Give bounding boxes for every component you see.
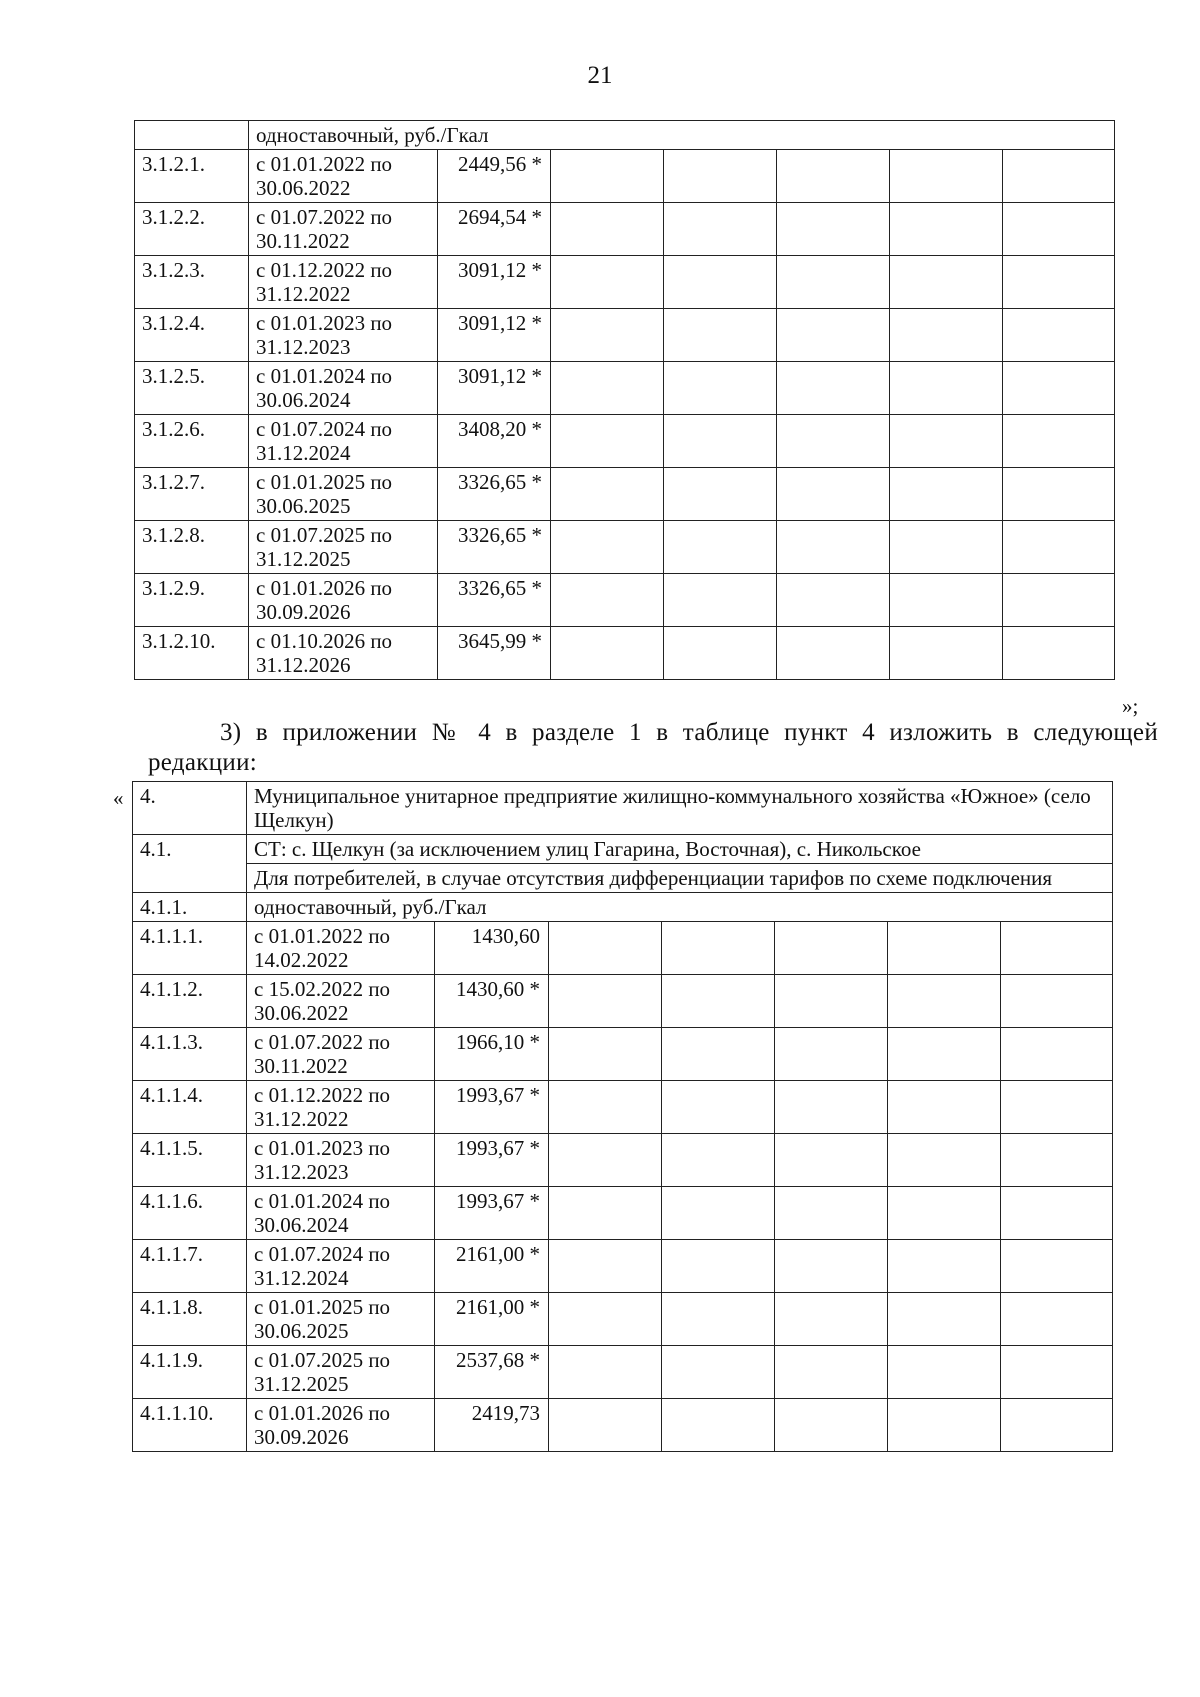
table-row: [133, 1187, 1113, 1240]
table-cell-empty: [888, 1240, 1001, 1293]
table-cell-empty: [1001, 1187, 1113, 1240]
table-cell-empty: [549, 1293, 662, 1346]
table-cell-empty: [551, 150, 664, 203]
table-row: [135, 203, 1115, 256]
table-cell-empty: [1003, 627, 1115, 680]
period-start: с 01.01.2024 по: [256, 364, 393, 388]
tariff-value-cell: 3408,20 *: [438, 415, 551, 468]
period-cell: [249, 468, 438, 521]
table-cell-empty: [1003, 468, 1115, 521]
consumers-cell: Для потребителей, в случае отсутствия дифференциации тарифов по схеме подключения: [247, 864, 1113, 893]
table-cell-empty: [888, 922, 1001, 975]
table-cell-empty: [664, 468, 777, 521]
period-start: с 01.01.2026 по: [254, 1401, 391, 1425]
table-cell-empty: [890, 521, 1003, 574]
tariff-value-cell: 1993,67 *: [435, 1081, 549, 1134]
row-number-cell: 4.1.1.2.: [133, 975, 247, 1028]
period-start: с 01.01.2022 по: [256, 152, 393, 176]
table-cell-empty: [777, 468, 890, 521]
row-number-cell: 3.1.2.8.: [135, 521, 249, 574]
period-start: с 01.07.2025 по: [254, 1348, 391, 1372]
table-cell-empty: [890, 468, 1003, 521]
period-cell: [249, 521, 438, 574]
period-end: 31.12.2025: [256, 547, 351, 571]
table-cell-empty: [1001, 922, 1113, 975]
table-cell-empty: [662, 1028, 775, 1081]
table-cell-empty: [662, 922, 775, 975]
row-number-cell: 4.1.1.4.: [133, 1081, 247, 1134]
row-number-cell: 4.1.1.6.: [133, 1187, 247, 1240]
table-cell-empty: [664, 309, 777, 362]
row-number-cell: 3.1.2.6.: [135, 415, 249, 468]
tariff-table-4: [132, 781, 1113, 1452]
table-cell-empty: [551, 309, 664, 362]
rate-number-cell: 4.1.1.: [133, 893, 247, 922]
period-start: с 01.01.2024 по: [254, 1189, 391, 1213]
table-row: [135, 468, 1115, 521]
tariff-value-cell: 2537,68 *: [435, 1346, 549, 1399]
row-number-cell: 3.1.2.4.: [135, 309, 249, 362]
period-end: 31.12.2022: [256, 282, 351, 306]
row-number-cell: 4.1.1.9.: [133, 1346, 247, 1399]
table-cell-empty: [888, 1028, 1001, 1081]
table-cell-empty: [1003, 150, 1115, 203]
table-cell-empty: [890, 309, 1003, 362]
table-row: [135, 362, 1115, 415]
table-row: [133, 922, 1113, 975]
row-number-cell: 4.1.1.5.: [133, 1134, 247, 1187]
table-row-header: [135, 121, 1115, 150]
table-row-rate: [133, 893, 1113, 922]
table-cell-empty: [1001, 1293, 1113, 1346]
table-cell-empty: [662, 1187, 775, 1240]
period-cell: [249, 150, 438, 203]
period-end: 30.06.2024: [254, 1213, 349, 1237]
table-cell-empty: [1001, 1134, 1113, 1187]
table-cell-empty: [664, 362, 777, 415]
table-cell-empty: [664, 627, 777, 680]
org-name-cell: Муниципальное унитарное предприятие жилищно-коммунального хозяйства «Южное» (село Щелкун): [247, 782, 1113, 835]
table-cell-empty: [549, 1346, 662, 1399]
period-cell: [247, 1399, 435, 1452]
table-cell-empty: [775, 1240, 888, 1293]
row-number-cell: 4.1.1.8.: [133, 1293, 247, 1346]
table-cell-empty: [549, 1187, 662, 1240]
paragraph-line-1: 3) в приложении № 4 в разделе 1 в таблице пункт 4 изложить в следующей: [220, 719, 1158, 746]
table-cell-empty: [888, 1293, 1001, 1346]
table-cell-empty: [664, 150, 777, 203]
period-start: с 01.07.2024 по: [256, 417, 393, 441]
table-cell-empty: [549, 1240, 662, 1293]
table-row-consumers: [133, 864, 1113, 893]
table-cell-empty: [662, 1081, 775, 1134]
table-cell-empty: [890, 574, 1003, 627]
period-start: с 01.12.2022 по: [254, 1083, 391, 1107]
period-start: с 01.01.2023 по: [256, 311, 393, 335]
period-cell: [247, 1346, 435, 1399]
table-cell-empty: [664, 203, 777, 256]
table-cell-empty: [1001, 1399, 1113, 1452]
table-cell-empty: [777, 362, 890, 415]
tariff-value-cell: 1430,60: [435, 922, 549, 975]
table-cell-empty: [551, 362, 664, 415]
tariff-value-cell: 1993,67 *: [435, 1134, 549, 1187]
period-cell: [249, 574, 438, 627]
row-number-cell: 4.1.1.1.: [133, 922, 247, 975]
table-cell-empty: [664, 521, 777, 574]
period-end: 31.12.2023: [254, 1160, 349, 1184]
table-cell-empty: [890, 627, 1003, 680]
period-cell: [247, 1081, 435, 1134]
table-cell-empty: [1001, 1028, 1113, 1081]
table-cell-empty: [551, 203, 664, 256]
table-cell-empty: [549, 1134, 662, 1187]
tariff-value-cell: 1966,10 *: [435, 1028, 549, 1081]
table-cell-empty: [662, 1240, 775, 1293]
period-end: 31.12.2022: [254, 1107, 349, 1131]
table-cell-empty: [551, 256, 664, 309]
period-start: с 01.01.2022 по: [254, 924, 391, 948]
period-start: с 01.07.2024 по: [254, 1242, 391, 1266]
period-cell: [249, 256, 438, 309]
table-row: [133, 1293, 1113, 1346]
period-end: 31.12.2024: [256, 441, 351, 465]
row-number-cell: 3.1.2.2.: [135, 203, 249, 256]
table-cell-empty: [777, 256, 890, 309]
table-cell-empty: [1003, 415, 1115, 468]
tariff-table-3-1-2: [134, 120, 1115, 680]
period-cell: [247, 922, 435, 975]
table-cell-empty: [888, 1399, 1001, 1452]
period-start: с 01.07.2025 по: [256, 523, 393, 547]
table-cell-empty: [1003, 309, 1115, 362]
period-cell: [247, 1240, 435, 1293]
table-cell-empty: [664, 574, 777, 627]
period-cell: [247, 1134, 435, 1187]
period-end: 30.06.2022: [254, 1001, 349, 1025]
period-end: 31.12.2024: [254, 1266, 349, 1290]
table-cell-empty: [775, 1399, 888, 1452]
row-number-cell: 3.1.2.5.: [135, 362, 249, 415]
period-cell: [247, 1293, 435, 1346]
org-number-cell: 4.: [133, 782, 247, 835]
table-cell-empty: [890, 415, 1003, 468]
table-cell-empty: [775, 922, 888, 975]
tariff-value-cell: 3326,65 *: [438, 468, 551, 521]
table-row: [135, 521, 1115, 574]
period-end: 31.12.2025: [254, 1372, 349, 1396]
table-cell-empty: [1001, 975, 1113, 1028]
table-row: [135, 574, 1115, 627]
rate-type-cell: одноставочный, руб./Гкал: [247, 893, 1113, 922]
tariff-value-cell: 3326,65 *: [438, 574, 551, 627]
period-end: 30.06.2025: [256, 494, 351, 518]
table-cell-empty: [888, 1134, 1001, 1187]
table-cell-empty: [662, 1293, 775, 1346]
table-cell-empty: [777, 203, 890, 256]
row-number-cell: 4.1.1.3.: [133, 1028, 247, 1081]
table-cell-empty: [551, 415, 664, 468]
period-start: с 01.01.2025 по: [256, 470, 393, 494]
table-cell-empty: [888, 1081, 1001, 1134]
table-row: [133, 1346, 1113, 1399]
table-cell-empty: [890, 150, 1003, 203]
row-number-cell: 3.1.2.3.: [135, 256, 249, 309]
tariff-value-cell: 3091,12 *: [438, 362, 551, 415]
row-number-cell: 3.1.2.10.: [135, 627, 249, 680]
table-cell-empty: [1001, 1346, 1113, 1399]
table-cell-empty: [890, 203, 1003, 256]
period-cell: [247, 1028, 435, 1081]
table-cell-empty: [664, 415, 777, 468]
open-quote: «: [113, 786, 124, 810]
table-cell-empty: [551, 521, 664, 574]
table-cell-empty: [777, 627, 890, 680]
table-cell-empty: [775, 1293, 888, 1346]
table-row: [135, 150, 1115, 203]
tariff-value-cell: 1430,60 *: [435, 975, 549, 1028]
period-end: 31.12.2026: [256, 653, 351, 677]
period-end: 30.11.2022: [254, 1054, 348, 1078]
table-cell-empty: [549, 1399, 662, 1452]
tariff-value-cell: 3091,12 *: [438, 256, 551, 309]
table-row: [133, 1134, 1113, 1187]
table-cell-empty: [549, 975, 662, 1028]
period-cell: [249, 362, 438, 415]
system-name-cell: СТ: с. Щелкун (за исключением улиц Гагарина, Восточная), с. Никольское: [247, 835, 1113, 864]
table-cell-empty: [890, 362, 1003, 415]
period-cell: [249, 309, 438, 362]
table-cell-empty: [551, 468, 664, 521]
table-cell-empty: [662, 975, 775, 1028]
table-cell-empty: [777, 521, 890, 574]
tariff-value-cell: 2449,56 *: [438, 150, 551, 203]
rate-type-cell: одноставочный, руб./Гкал: [249, 121, 1115, 150]
table-cell-empty: [135, 121, 249, 150]
table-cell-empty: [888, 1187, 1001, 1240]
page-number: 21: [587, 62, 613, 89]
table-row-system: [133, 835, 1113, 864]
table-row: [133, 1399, 1113, 1452]
row-number-cell: 3.1.2.7.: [135, 468, 249, 521]
table-row: [135, 415, 1115, 468]
table-cell-empty: [775, 1081, 888, 1134]
period-start: с 15.02.2022 по: [254, 977, 391, 1001]
table-cell-empty: [549, 1028, 662, 1081]
table-cell-empty: [777, 415, 890, 468]
table-cell-empty: [1003, 362, 1115, 415]
tariff-value-cell: 2694,54 *: [438, 203, 551, 256]
table-cell-empty: [775, 1187, 888, 1240]
table-row: [135, 309, 1115, 362]
period-cell: [247, 1187, 435, 1240]
tariff-value-cell: 3091,12 *: [438, 309, 551, 362]
period-end: 30.06.2024: [256, 388, 351, 412]
row-number-cell: 3.1.2.9.: [135, 574, 249, 627]
table-cell-empty: [551, 574, 664, 627]
period-end: 30.09.2026: [256, 600, 351, 624]
table-cell-empty: [662, 1399, 775, 1452]
table-cell-empty: [888, 1346, 1001, 1399]
table-cell-empty: [775, 1028, 888, 1081]
system-number-cell: 4.1.: [133, 835, 247, 893]
table-cell-empty: [1003, 203, 1115, 256]
period-start: с 01.10.2026 по: [256, 629, 393, 653]
period-end: 30.11.2022: [256, 229, 350, 253]
period-end: 30.09.2026: [254, 1425, 349, 1449]
amendment-paragraph: [148, 718, 1158, 778]
tariff-value-cell: 2161,00 *: [435, 1293, 549, 1346]
period-cell: [249, 203, 438, 256]
period-start: с 01.01.2026 по: [256, 576, 393, 600]
table-cell-empty: [775, 1346, 888, 1399]
period-end: 30.06.2022: [256, 176, 351, 200]
row-number-cell: 4.1.1.10.: [133, 1399, 247, 1452]
row-number-cell: 4.1.1.7.: [133, 1240, 247, 1293]
table-cell-empty: [1003, 574, 1115, 627]
table-cell-empty: [1001, 1081, 1113, 1134]
row-number-cell: 3.1.2.1.: [135, 150, 249, 203]
period-start: с 01.07.2022 по: [254, 1030, 391, 1054]
table-cell-empty: [549, 922, 662, 975]
period-cell: [247, 975, 435, 1028]
table-cell-empty: [777, 150, 890, 203]
table-cell-empty: [775, 975, 888, 1028]
period-end: 14.02.2022: [254, 948, 349, 972]
table-row: [133, 1081, 1113, 1134]
table-cell-empty: [1003, 521, 1115, 574]
table-cell-empty: [777, 574, 890, 627]
period-start: с 01.01.2023 по: [254, 1136, 391, 1160]
table-cell-empty: [775, 1134, 888, 1187]
table-row: [133, 975, 1113, 1028]
table-cell-empty: [888, 975, 1001, 1028]
period-cell: [249, 415, 438, 468]
table-cell-empty: [1001, 1240, 1113, 1293]
table-cell-empty: [777, 309, 890, 362]
period-end: 31.12.2023: [256, 335, 351, 359]
closing-quote: »;: [1122, 694, 1139, 718]
tariff-value-cell: 3326,65 *: [438, 521, 551, 574]
table-row: [135, 627, 1115, 680]
tariff-value-cell: 1993,67 *: [435, 1187, 549, 1240]
period-start: с 01.12.2022 по: [256, 258, 393, 282]
period-end: 30.06.2025: [254, 1319, 349, 1343]
paragraph-line-2: редакции:: [148, 749, 258, 776]
table-cell-empty: [551, 627, 664, 680]
tariff-value-cell: 2161,00 *: [435, 1240, 549, 1293]
table-row-org: [133, 782, 1113, 835]
period-cell: [249, 627, 438, 680]
table-row: [135, 256, 1115, 309]
period-start: с 01.07.2022 по: [256, 205, 393, 229]
table-cell-empty: [664, 256, 777, 309]
table-row: [133, 1028, 1113, 1081]
table-cell-empty: [662, 1346, 775, 1399]
table-cell-empty: [662, 1134, 775, 1187]
tariff-value-cell: 3645,99 *: [438, 627, 551, 680]
table-cell-empty: [549, 1081, 662, 1134]
table-cell-empty: [1003, 256, 1115, 309]
table-cell-empty: [890, 256, 1003, 309]
period-start: с 01.01.2025 по: [254, 1295, 391, 1319]
tariff-value-cell: 2419,73: [435, 1399, 549, 1452]
table-row: [133, 1240, 1113, 1293]
